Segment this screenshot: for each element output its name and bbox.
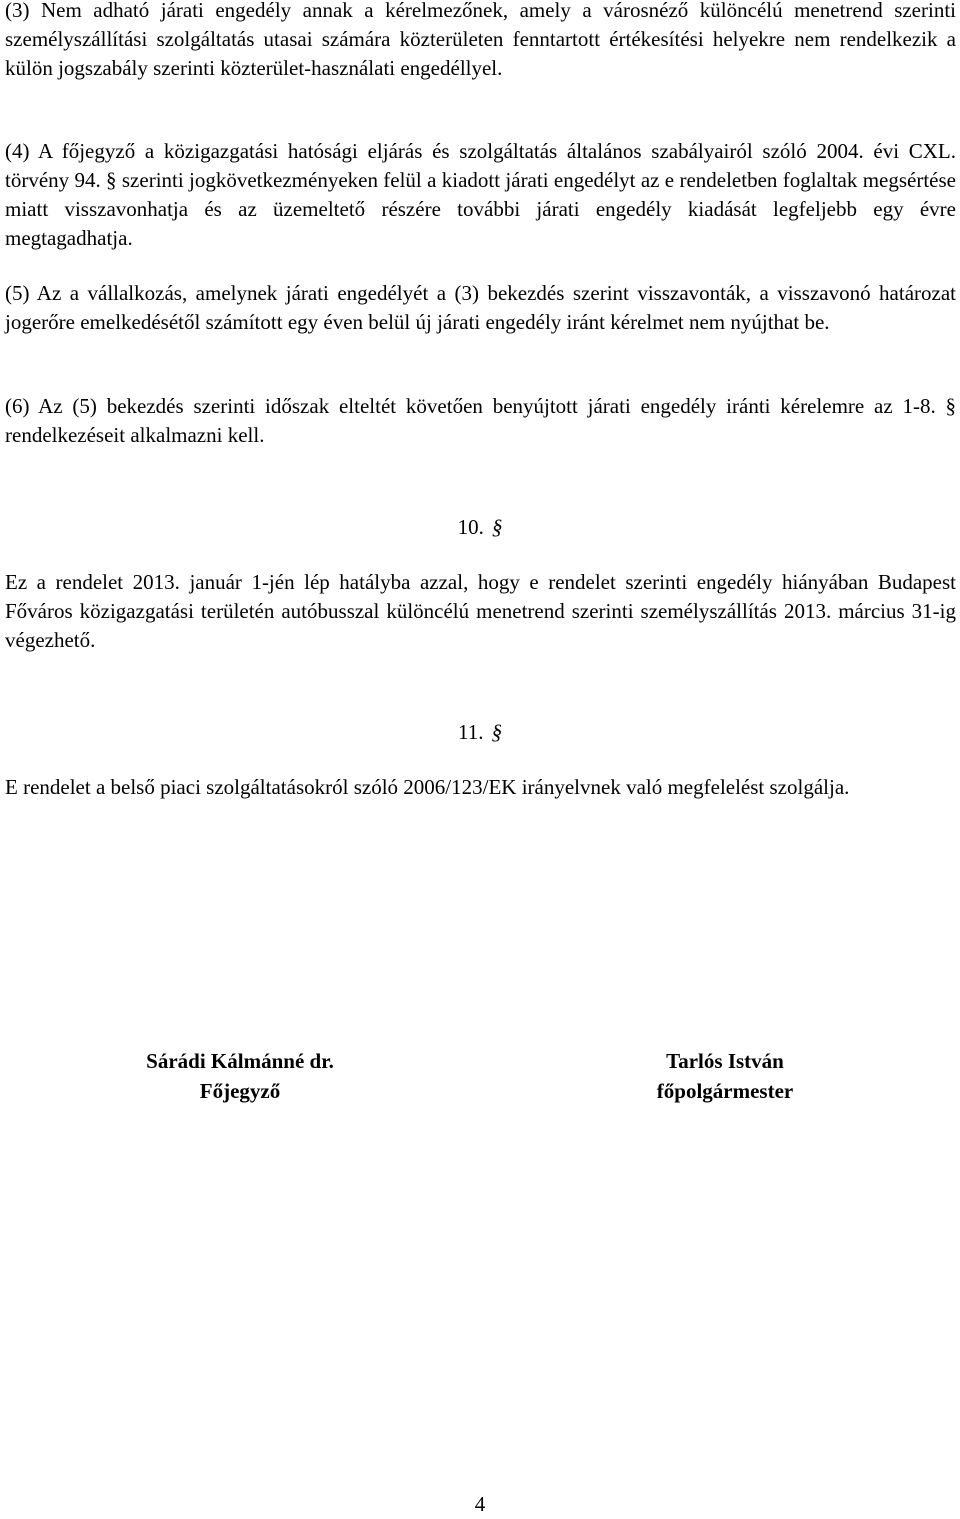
signature-title: főpolgármester	[656, 1079, 794, 1103]
page-number: 4	[474, 1492, 486, 1516]
signature-left	[110, 1046, 370, 1106]
signature-name: Tarlós István	[666, 1049, 784, 1073]
section-11-heading	[0, 718, 960, 747]
signature-title: Főjegyző	[199, 1079, 281, 1103]
section-symbol: §	[491, 720, 502, 744]
section-10-text: Ez a rendelet 2013. január 1-jén lép hatályba azzal, hogy e rendelet szerinti engedély hiányában Budapest Főváros közigazgatási területén autóbusszal különcélú menetrend szerinti személyszállítás 2013. március 31-ig végezhető.	[5, 570, 956, 652]
section-symbol: §	[491, 515, 503, 539]
paragraph-5: (5) Az a vállalkozás, amelynek járati engedélyét a (3) bekezdés szerint visszavonták, a visszavonó határozat jogerőre emelkedésétől számított egy éven belül új járati engedély iránt kérelmet nem nyújthat be.	[5, 281, 956, 334]
section-11-text: E rendelet a belső piaci szolgáltatásokról szóló 2006/123/EK irányelvnek való megfelelést szolgálja.	[5, 775, 850, 799]
paragraph-3: (3) Nem adható járati engedély annak a kérelmezőnek, amely a városnéző különcélú menetrend szerinti személyszállítási szolgáltatás utasai számára közterületen fenntartott értékesítési helyekre nem rendelkezik a külön jogszabály szerinti közterület-használati engedéllyel.	[5, 0, 956, 80]
section-10-heading	[0, 513, 960, 542]
paragraph-4: (4) A főjegyző a közigazgatási hatósági eljárás és szolgáltatás általános szabályairól szóló 2004. évi CXL. törvény 94. § szerinti jogkövetkezményeken felül a kiadott járati engedélyt az e rendeletben foglaltak megsértése miatt visszavonhatja és az üzemeltető részére további járati engedély kiadását legfeljebb egy évre megtagadhatja.	[5, 139, 956, 250]
paragraph-6: (6) Az (5) bekezdés szerinti időszak elteltét követően benyújtott járati engedély iránti kérelemre az 1-8. § rendelkezéseit alkalmazni kell.	[5, 394, 956, 447]
section-number: 11.	[458, 720, 484, 744]
signature-right	[600, 1046, 850, 1106]
section-number: 10.	[457, 515, 484, 539]
signature-name: Sárádi Kálmánné dr.	[146, 1049, 334, 1073]
